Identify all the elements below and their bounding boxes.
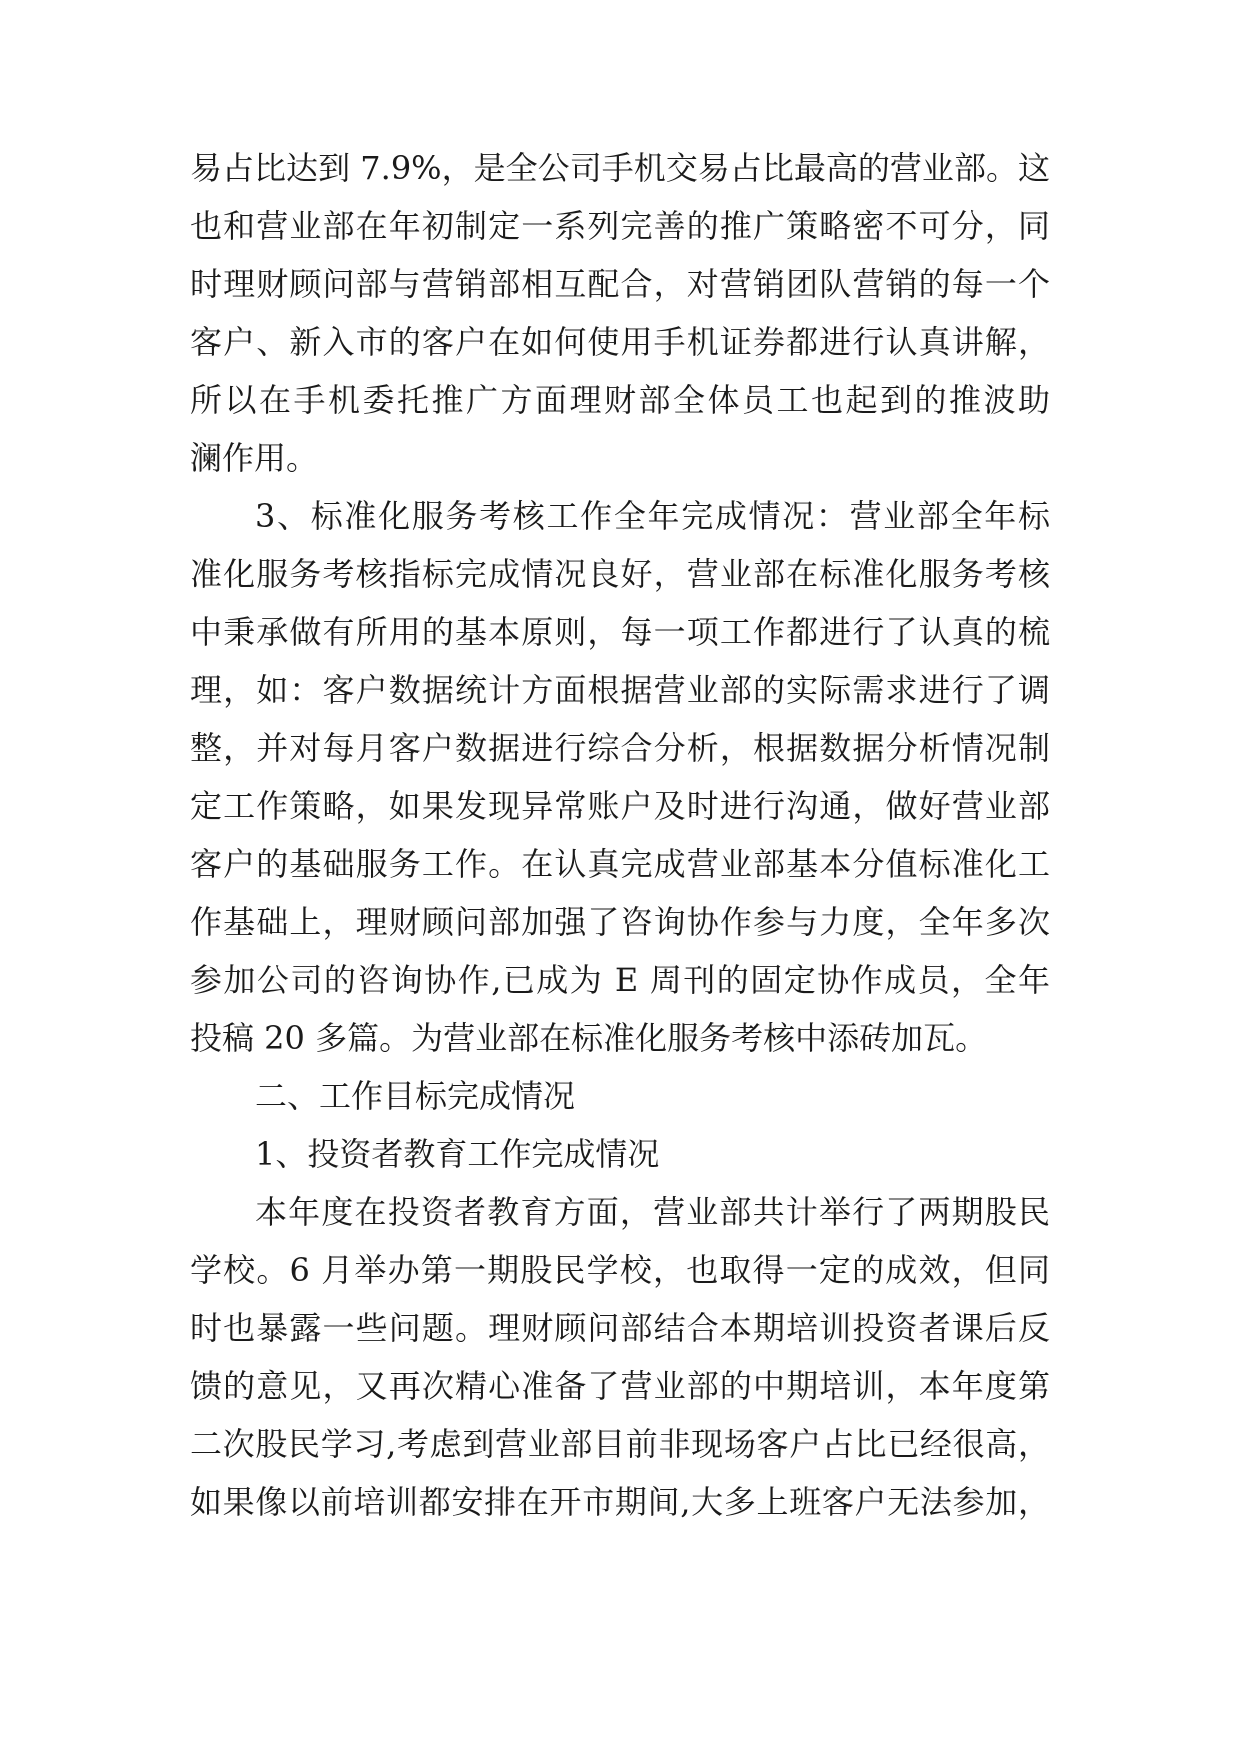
text-line-6: 澜作用。 [190, 439, 319, 477]
text-line-3: 时理财顾问部与营销部相互配合，对营销团队营销的每一个 [190, 265, 1050, 303]
text-line-12: 定工作策略，如果发现异常账户及时进行沟通，做好营业部 [190, 787, 1050, 825]
text-line-13: 客户的基础服务工作。在认真完成营业部基本分值标准化工 [190, 845, 1050, 883]
text-line-21: 时也暴露一些问题。理财顾问部结合本期培训投资者课后反 [190, 1309, 1050, 1347]
text-line-1: 易占比达到 7.9%，是全公司手机交易占比最高的营业部。这 [190, 149, 1050, 187]
text-line-5: 所以在手机委托推广方面理财部全体员工也起到的推波助 [190, 381, 1050, 419]
text-line-2: 也和营业部在年初制定一系列完善的推广策略密不可分，同 [190, 207, 1050, 245]
text-line-15: 参加公司的咨询协作,已成为 E 周刊的固定协作成员，全年 [190, 961, 1050, 999]
text-line-19: 本年度在投资者教育方面，营业部共计举行了两期股民 [255, 1193, 1050, 1231]
text-line-23: 二次股民学习,考虑到营业部目前非现场客户占比已经很高， [190, 1425, 1050, 1463]
section-heading: 二、工作目标完成情况 [255, 1077, 576, 1115]
text-line-9: 中秉承做有所用的基本原则，每一项工作都进行了认真的梳 [190, 613, 1050, 651]
text-line-10: 理，如：客户数据统计方面根据营业部的实际需求进行了调 [190, 671, 1050, 709]
text-line-20: 学校。6 月举办第一期股民学校，也取得一定的成效，但同 [190, 1251, 1050, 1289]
text-line-4: 客户、新入市的客户在如何使用手机证券都进行认真讲解， [190, 323, 1050, 361]
text-line-14: 作基础上，理财顾问部加强了咨询协作参与力度，全年多次 [190, 903, 1050, 941]
text-line-24: 如果像以前培训都安排在开市期间,大多上班客户无法参加， [190, 1483, 1050, 1521]
text-line-8: 准化服务考核指标完成情况良好，营业部在标准化服务考核 [190, 555, 1050, 593]
text-line-11: 整，并对每月客户数据进行综合分析，根据数据分析情况制 [190, 729, 1050, 767]
subsection-heading: 1、投资者教育工作完成情况 [255, 1135, 660, 1173]
text-line-7: 3、标准化服务考核工作全年完成情况：营业部全年标 [255, 497, 1050, 535]
text-line-16: 投稿 20 多篇。为营业部在标准化服务考核中添砖加瓦。 [190, 1019, 988, 1057]
text-line-22: 馈的意见，又再次精心准备了营业部的中期培训，本年度第 [190, 1367, 1050, 1405]
